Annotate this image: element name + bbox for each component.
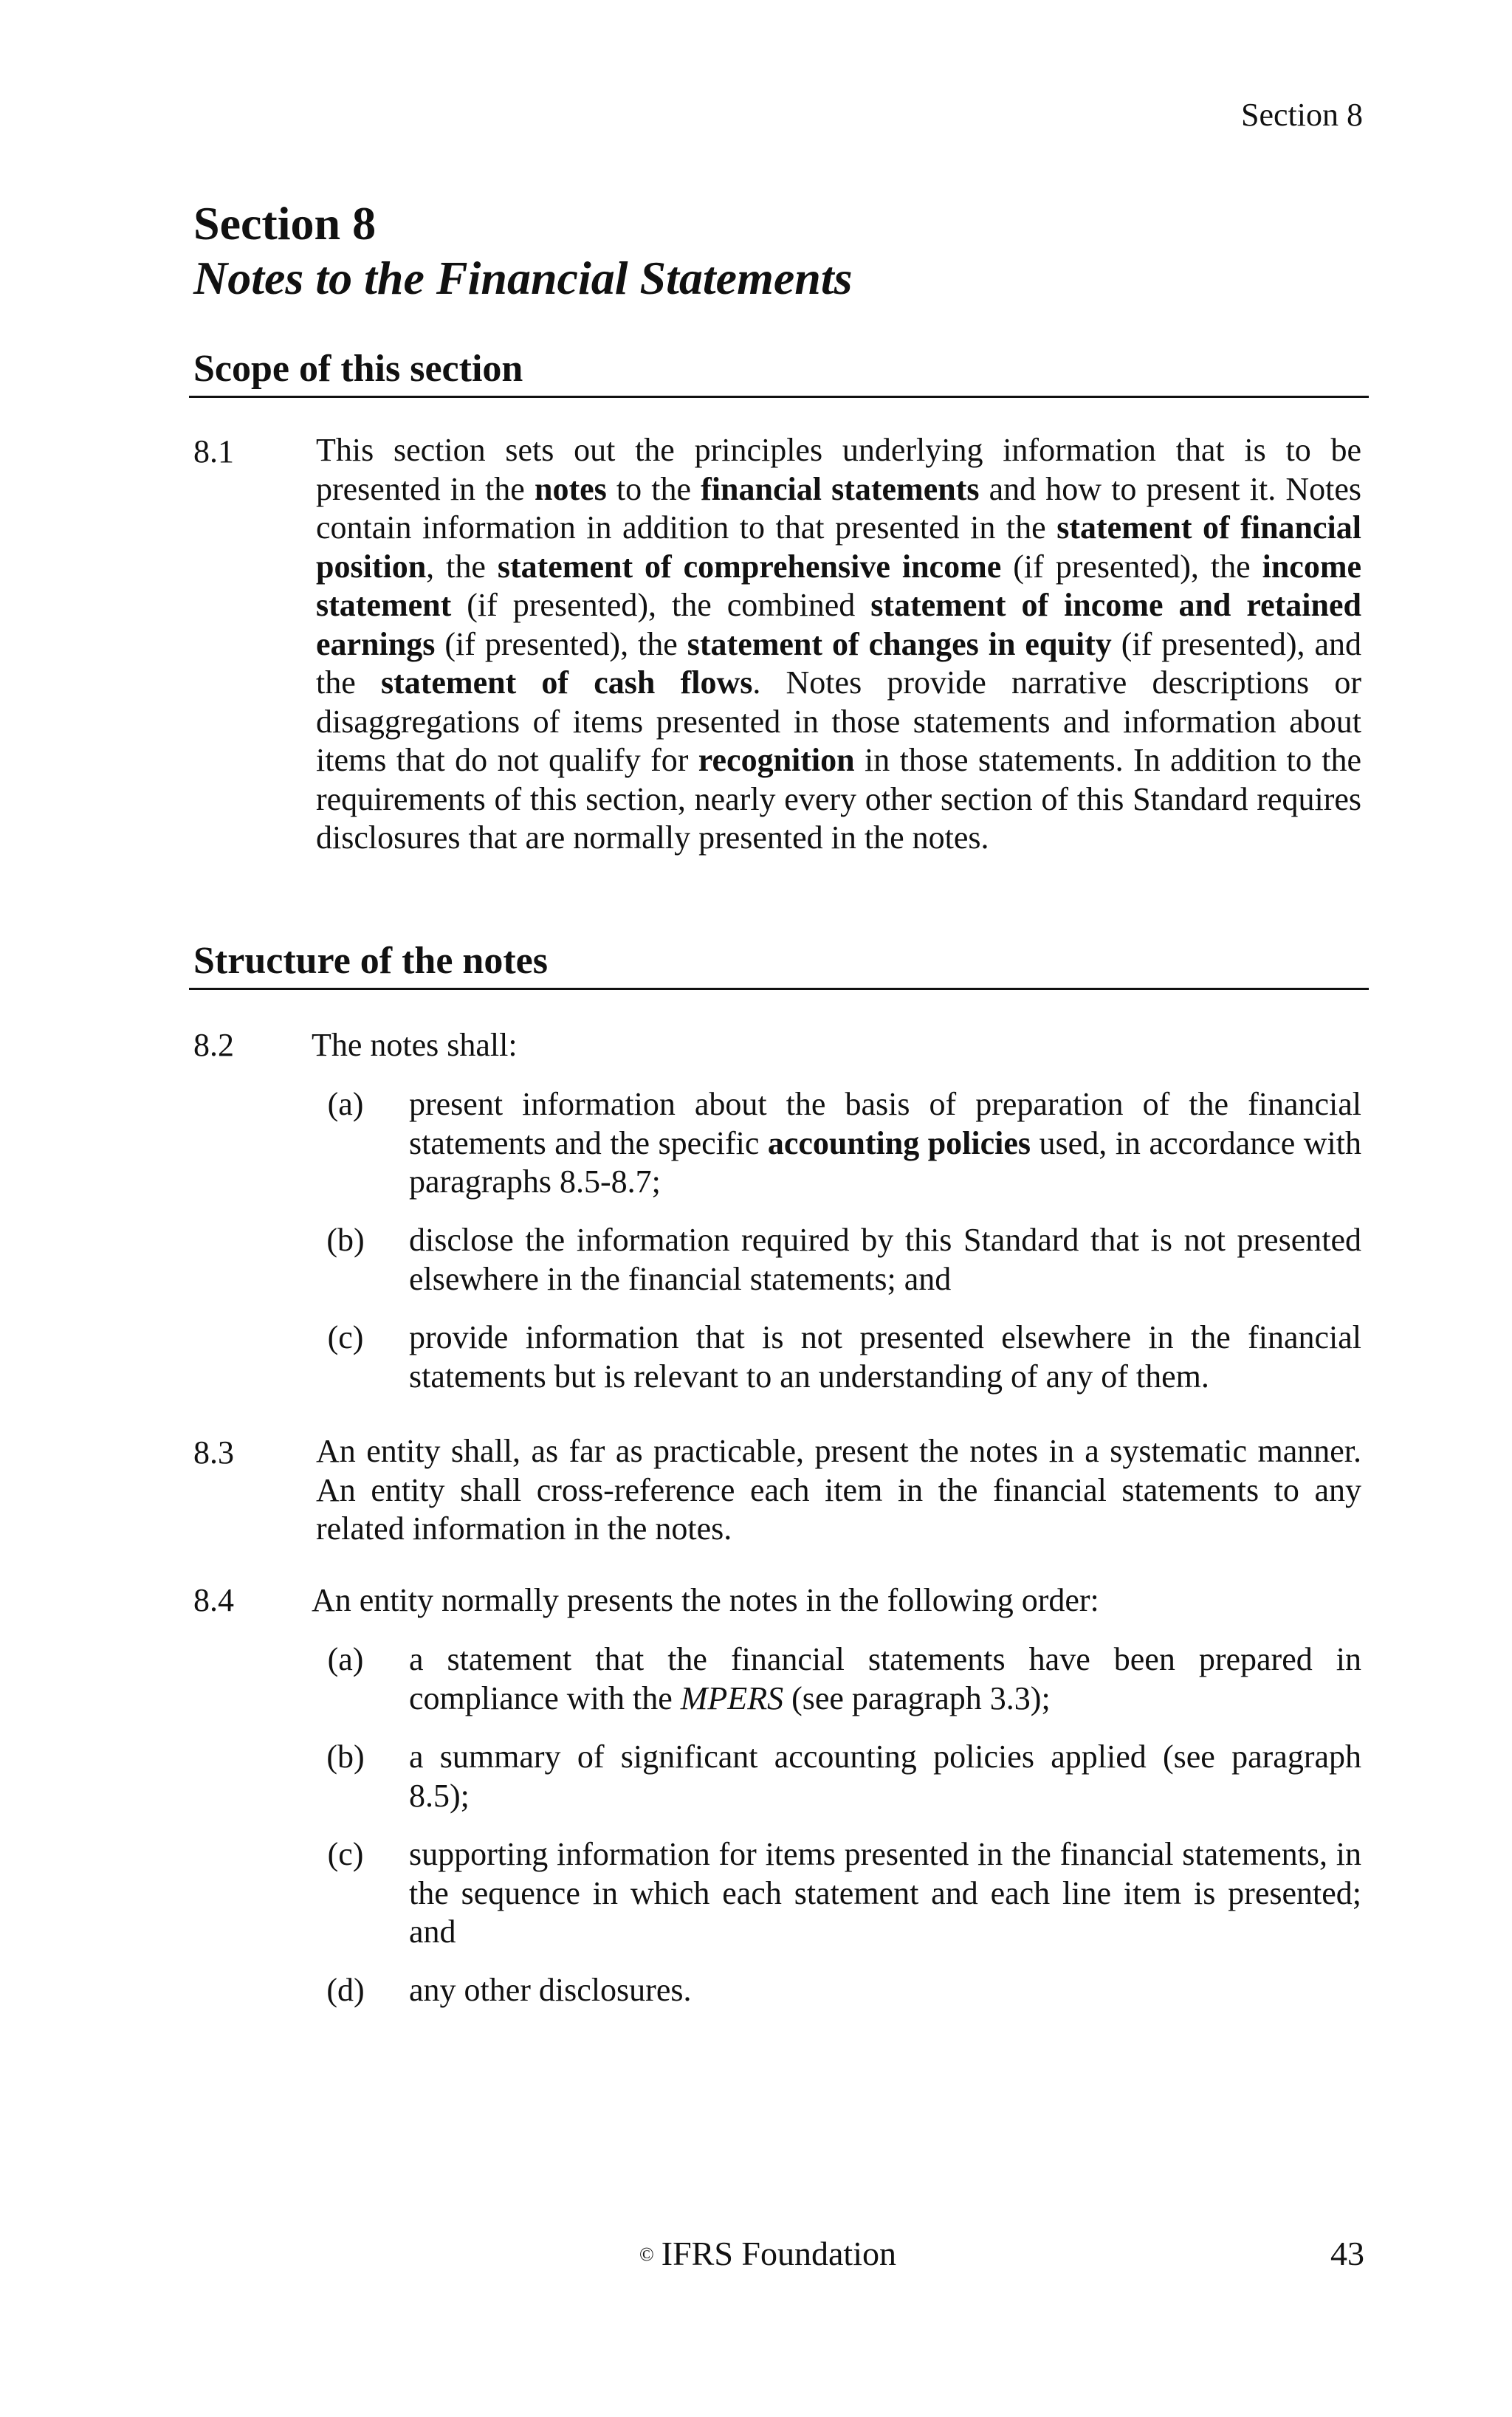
list-item-8-4-c — [316, 1835, 1361, 1952]
list-item-text: present information about the basis of preparation of the financial statements and the specific accounting policies used, in accordance with paragraphs 8.5-8.7; — [409, 1086, 1361, 1200]
section-title: Notes to the Financial Statements — [193, 252, 853, 304]
list-label: (b) — [326, 1739, 365, 1775]
paragraph-number-8-2: 8.2 — [193, 1027, 234, 1063]
page-number: 43 — [1330, 2235, 1364, 2272]
paragraph-number-8-1: 8.1 — [193, 433, 234, 470]
list-label: (a) — [327, 1641, 364, 1677]
copyright-symbol: © — [639, 2244, 654, 2265]
list-item-8-2-c — [316, 1318, 1361, 1396]
list-item-8-4-b — [316, 1738, 1361, 1815]
structure-heading: Structure of the notes — [193, 940, 548, 982]
running-header: Section 8 — [1241, 97, 1363, 133]
list-item-text: any other disclosures. — [409, 1972, 692, 2008]
paragraph-number-8-4: 8.4 — [193, 1582, 234, 1618]
paragraph-8-4-lead: An entity normally presents the notes in the following order: — [312, 1582, 1099, 1618]
list-label: (b) — [326, 1222, 365, 1258]
list-label: (c) — [327, 1319, 364, 1355]
list-item-8-4-d — [316, 1971, 1361, 2010]
list-item-text: a summary of significant accounting policies applied (see paragraph 8.5); — [409, 1739, 1361, 1814]
footer-copyright — [639, 2234, 896, 2273]
list-label: (d) — [326, 1972, 365, 2008]
footer-organization: IFRS Foundation — [661, 2235, 896, 2272]
paragraph-8-2-lead: The notes shall: — [312, 1027, 518, 1063]
section-number: Section 8 — [193, 197, 377, 250]
paragraph-8-1: This section sets out the principles underlying information that is to be presented in the notes to the financial statements and how to present it. Notes contain information in addition to that presented in the statement of financial position, the statement of comprehensive income (if presented), the income statement (if presented), the combined statement of income and retained earnings (if presented), the statement of changes in equity (if presented), and the statement of cash flows. Notes provide narrative descriptions or disaggregations of items presented in those statements and information about items that do not qualify for recognition in those statements. In addition to the requirements of this section, nearly every other section of this Standard requires disclosures that are normally presented in the notes. — [316, 432, 1361, 856]
list-item-text: disclose the information required by this Standard that is not presented elsewhere in the financial statements; and — [409, 1222, 1361, 1297]
list-item-8-2-b — [316, 1221, 1361, 1299]
list-item-text: provide information that is not presented elsewhere in the financial statements but is relevant to an understanding of any of them. — [409, 1319, 1361, 1395]
scope-rule — [189, 396, 1369, 398]
list-label: (c) — [327, 1836, 364, 1872]
list-item-8-2-a — [316, 1085, 1361, 1202]
structure-rule — [189, 988, 1369, 990]
list-item-text: a statement that the financial statements have been prepared in compliance with the MPERS (see paragraph 3.3); — [409, 1641, 1361, 1716]
scope-heading: Scope of this section — [193, 348, 523, 390]
paragraph-8-3: An entity shall, as far as practicable, present the notes in a systematic manner. An entity shall cross-reference each item in the financial statements to any related information in the notes. — [316, 1433, 1361, 1547]
list-item-8-4-a — [316, 1640, 1361, 1718]
list-item-text: supporting information for items presented in the financial statements, in the sequence in which each statement and each line item is presented; and — [409, 1836, 1361, 1950]
list-label: (a) — [327, 1086, 364, 1122]
paragraph-number-8-3: 8.3 — [193, 1434, 234, 1471]
